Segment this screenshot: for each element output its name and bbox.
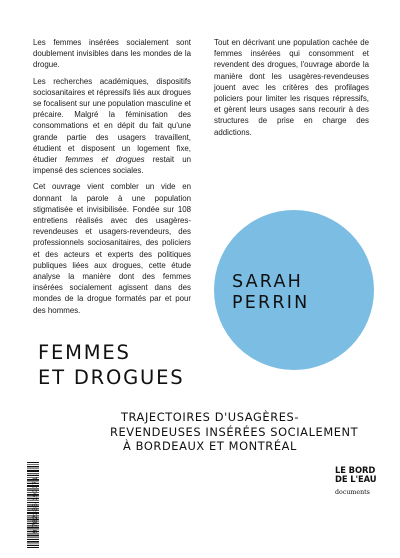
subtitle-line-1: TRAJECTOIRES D'USAGÈRES- (120, 410, 300, 424)
publisher-block (335, 465, 377, 496)
back-cover-text-left (33, 37, 191, 321)
title-line-2: ET DROGUES (38, 366, 185, 389)
publisher-logo-line-2: DE L'EAU (335, 474, 377, 485)
subtitle-line-2: REVENDEUSES INSÉRÉES SOCIALEMENT (110, 424, 359, 439)
blurb-paragraph-2 (33, 76, 191, 177)
blurb-paragraph-2-end: restait un impensé des sciences sociales. (33, 155, 191, 176)
blurb-paragraph-4: Tout en décrivant une population cachée de femmes insérées qui consomment et revendent des drogues, l'ouvrage aborde la manière dont les usagères-revendeuses jouent avec les critères des profilages policiers pour limiter les risques répressifs, et gèrent leurs usages sans recourir à des structures de prise en charge des addictions. (214, 38, 369, 137)
back-cover-text-right (214, 37, 369, 143)
book-title (38, 340, 184, 390)
publisher-logo-line-1: LE BORD (335, 465, 376, 475)
collection-name: documents (335, 488, 370, 496)
blurb-paragraph-2-start: Les recherches académiques, dispositifs sociosanitaires et répressifs liés aux drogues se focalisent sur une population masculine et précaire. Malgré la féminisation des consommations et en dépit du fait qu'une grande partie des usagers travaillent, étudient et disposent un logement fixe, étudier (33, 76, 191, 165)
isbn-number: 9 782385 190071 (32, 476, 39, 534)
blurb-paragraph-3: Cet ouvrage vient combler un vide en donnant la parole à une population stigmatisée et invisibilisée. Fondée sur 108 entretiens réalisés avec des usagères-revendeuses et usagers-revendeurs, des professionnels sociosanitaires, des policiers et des acteurs et experts des politiques publiques liées aux drogues, cette étude analyse la manière dont des femmes insérées socialement agissent dans des mondes de la drogue formatés par et pour des hommes. (33, 182, 191, 315)
author-first-name: SARAH (232, 272, 303, 292)
author-last-name: PERRIN (232, 293, 310, 313)
author-name (232, 272, 309, 314)
title-line-1: FEMMES (38, 341, 131, 364)
blurb-paragraph-1: Les femmes insérées socialement sont doublement invisibles dans les mondes de la drogue. (33, 38, 191, 70)
publisher-logo (335, 465, 377, 485)
subtitle-line-3: À BORDEAUX ET MONTRÉAL (123, 439, 297, 453)
isbn-barcode (27, 462, 44, 548)
blurb-italic-phrase: femmes et drogues (65, 155, 145, 165)
book-subtitle (110, 410, 359, 454)
